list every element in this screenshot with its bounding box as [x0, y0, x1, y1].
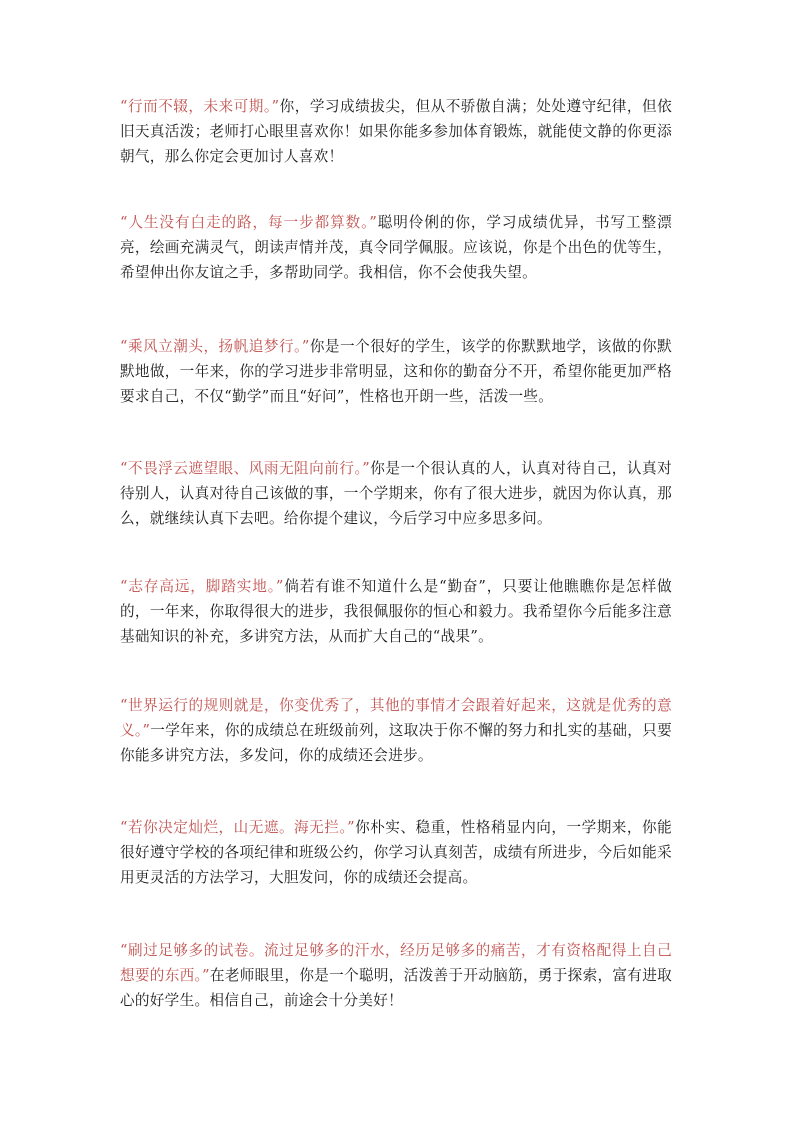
comment-quote-5: “志存高远，脚踏实地。” [120, 578, 284, 595]
comment-paragraph-2 [120, 210, 672, 285]
comment-quote-1: “行而不辍，未来可期。” [120, 98, 280, 115]
comment-paragraph-3 [120, 334, 672, 409]
comment-text-6: 一学年来，你的成绩总在班级前列，这取决于你不懈的努力和扎实的基础，只要你能多讲究方法，多发问，你的成绩还会进步。 [120, 722, 672, 764]
comment-text-7: 你朴实、稳重，性格稍显内向，一学期来，你能很好遵守学校的各项纪律和班级公约，你学习认真刻苦，成绩有所进步，今后如能采用更灵活的方法学习，大胆发问，你的成绩还会提高。 [120, 819, 672, 886]
comment-text-5: 倘若有谁不知道什么是“勤奋”，只要让他瞧瞧你是怎样做的，一年来，你取得很大的进步，我很佩服你的恒心和毅力。我希望你今后能多注意基础知识的补充，多讲究方法，从而扩大自己的“战果”。 [120, 578, 672, 645]
comment-quote-8: “刷过足够多的试卷。流过足够多的汗水，经历足够多的痛苦，才有资格配得上自己想要的东西。” [120, 942, 672, 984]
comment-paragraph-8 [120, 938, 672, 1013]
comment-paragraph-4 [120, 456, 672, 531]
comment-text-4: 你是一个很认真的人，认真对待自己，认真对待别人，认真对待自己该做的事，一个学期来，你有了很大进步，就因为你认真，那么，就继续认真下去吧。给你提个建议，今后学习中应多思多问。 [120, 460, 672, 527]
comment-quote-2: “人生没有白走的路，每一步都算数。” [120, 214, 378, 231]
comment-quote-4: “不畏浮云遮望眼、风雨无阻向前行。” [120, 460, 371, 477]
comment-quote-3: “乘风立潮头，扬帆追梦行。” [120, 338, 310, 355]
comment-text-3: 你是一个很好的学生，该学的你默默地学，该做的你默默地做，一年来，你的学习进步非常明显，这和你的勤奋分不开，希望你能更加严格要求自己，不仅“勤学”而且“好问”，性格也开朗一些，活泼一些。 [120, 338, 673, 405]
comment-text-8: 在老师眼里，你是一个聪明，活泼善于开动脑筋，勇于探索，富有进取心的好学生。相信自己，前途会十分美好！ [120, 967, 672, 1009]
comment-quote-6: “世界运行的规则就是，你变优秀了，其他的事情才会跟着好起来，这就是优秀的意义。” [120, 697, 672, 739]
comment-paragraph-7 [120, 815, 672, 890]
comment-text-1: 你，学习成绩拔尖，但从不骄傲自满；处处遵守纪律，但依旧天真活泼；老师打心眼里喜欢你！如果你能多参加体育锻炼，就能使文静的你更添朝气，那么你定会更加讨人喜欢！ [120, 98, 672, 165]
comment-paragraph-5 [120, 574, 672, 649]
comment-text-2: 聪明伶俐的你，学习成绩优异，书写工整漂亮，绘画充满灵气，朗读声情并茂，真令同学佩服。应该说，你是个出色的优等生，希望伸出你友谊之手，多帮助同学。我相信，你不会使我失望。 [120, 214, 672, 281]
comment-paragraph-1 [120, 94, 672, 169]
comment-paragraph-6 [120, 693, 672, 768]
comment-quote-7: “若你决定灿烂，山无遮。海无拦。” [120, 819, 355, 836]
